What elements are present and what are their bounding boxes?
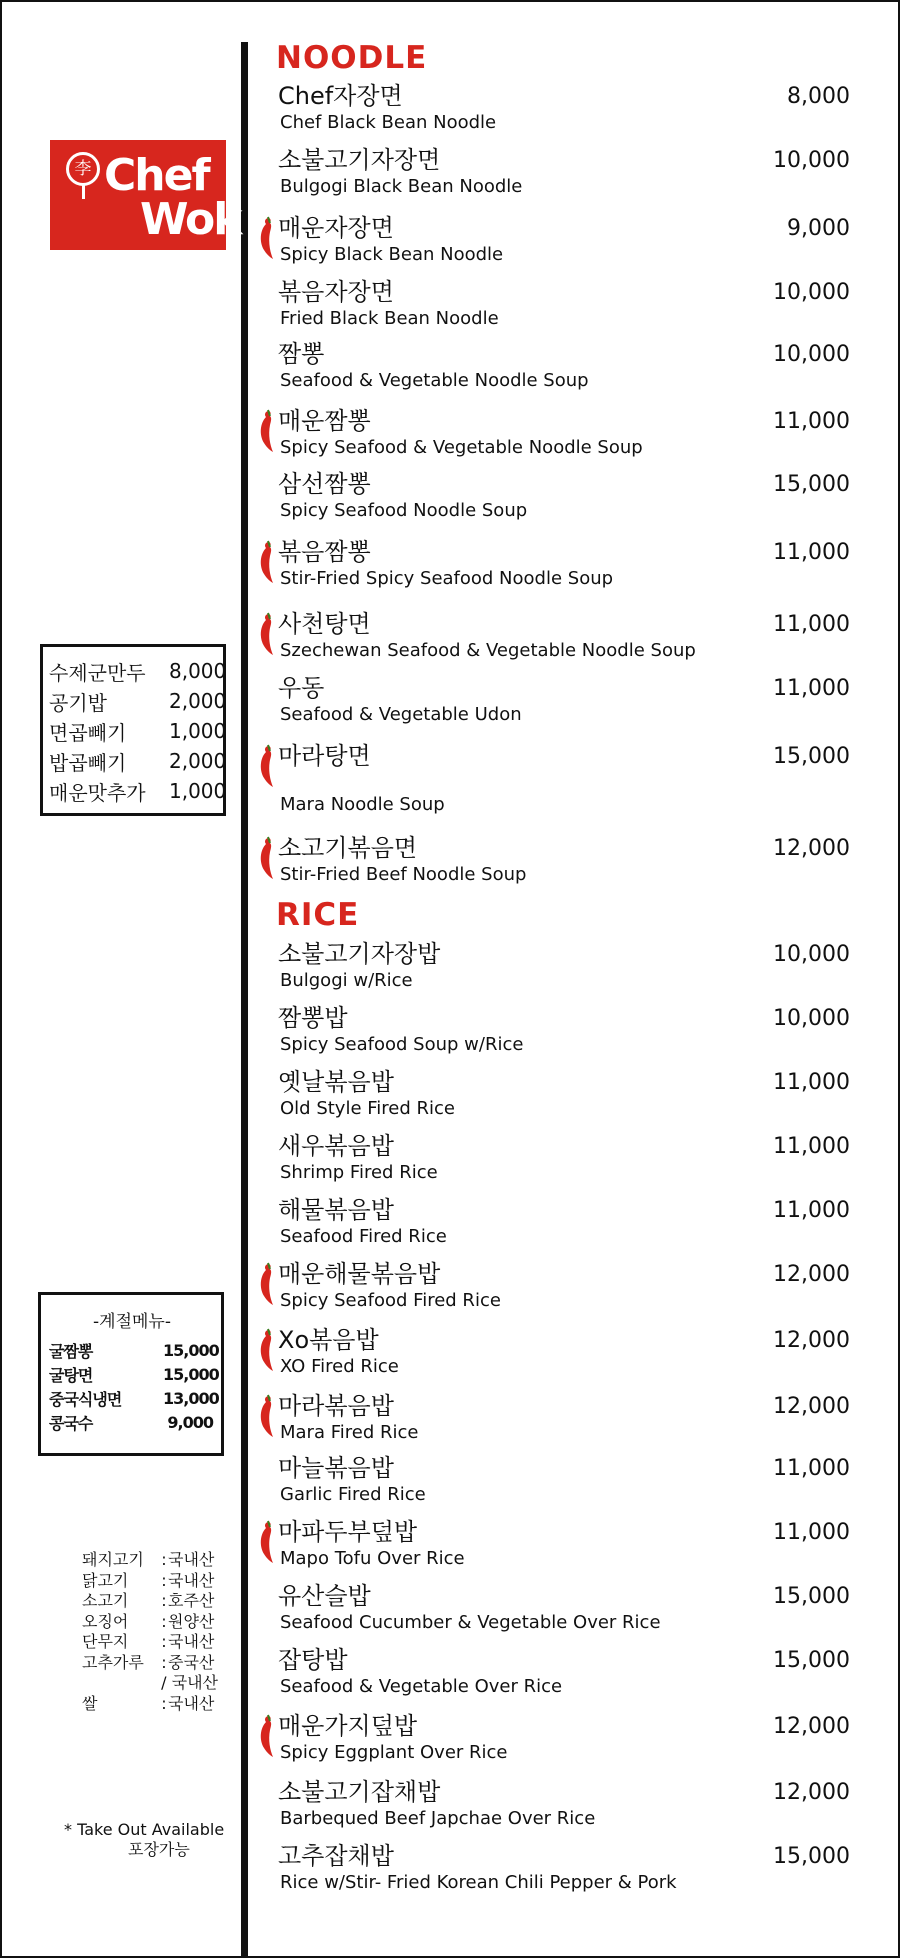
logo-hanja-badge: 李: [66, 152, 100, 186]
origin-country: 국내산: [168, 1632, 215, 1651]
origin-item: 소고기: [82, 1591, 129, 1610]
chili-pepper-icon: [256, 1520, 276, 1564]
seasonal-title: -계절메뉴-: [93, 1312, 171, 1332]
menu-item-name-en: Spicy Seafood Noodle Soup: [280, 500, 528, 521]
menu-item-name-en: Seafood & Vegetable Udon: [280, 704, 522, 725]
menu-item: [248, 610, 860, 672]
menu-item-name-ko: 매운해물볶음밥: [278, 1260, 441, 1288]
menu-item-price: 10,000: [773, 280, 850, 305]
seasonal-row: [49, 1386, 219, 1410]
origin-row: 소고기 : 호주산: [82, 1591, 228, 1612]
extras-name: 매운맛추가: [49, 780, 146, 805]
extras-price: 1,000: [169, 719, 227, 743]
menu-item-name-en: Barbequed Beef Japchae Over Rice: [280, 1808, 596, 1829]
logo-text-line2: Wok: [140, 194, 241, 245]
menu-item-price: 11,000: [773, 409, 850, 434]
origin-country: 원양산: [168, 1611, 215, 1631]
menu-item: [248, 146, 860, 208]
menu-item-name-ko: 짬뽕: [278, 340, 325, 368]
menu-item-name-ko: 소불고기자장면: [278, 146, 441, 174]
menu-item-name-en: Stir-Fried Spicy Seafood Noodle Soup: [280, 568, 614, 589]
origin-row: 단무지 : 국내산: [82, 1632, 228, 1653]
menu-item-name-en: Szechewan Seafood & Vegetable Noodle Soup: [280, 640, 696, 661]
origin-country: 국내산: [168, 1550, 215, 1569]
extras-box: [40, 644, 226, 816]
origin-row: 돼지고기 : 국내산: [82, 1550, 228, 1571]
menu-item: [248, 1842, 860, 1904]
menu-item-price: 12,000: [773, 1328, 850, 1353]
menu-item-name-ko: 매운자장면: [278, 214, 394, 242]
origin-country: 국내산: [168, 1693, 215, 1713]
menu-item-name-ko: 마라볶음밥: [278, 1392, 394, 1420]
menu-item-name-en: Fried Black Bean Noodle: [280, 308, 499, 329]
menu-item-name-en: Spicy Eggplant Over Rice: [280, 1742, 508, 1763]
menu-item-name-ko: 사천탕면: [278, 610, 371, 638]
menu-item-price: 8,000: [787, 84, 850, 109]
origin-row: 오징어 : 원양산: [82, 1612, 228, 1633]
menu-item: [248, 940, 860, 1002]
chili-pepper-icon: [256, 744, 276, 788]
seasonal-row: [49, 1410, 215, 1434]
menu-item: [248, 742, 860, 815]
origin-row: 쌀 : 국내산: [82, 1694, 228, 1715]
origin-item: 돼지고기: [82, 1550, 144, 1569]
seasonal-price: 13,000: [163, 1388, 219, 1408]
seasonal-name: 굴짬뽕: [49, 1341, 93, 1361]
chili-pepper-icon: [256, 540, 276, 584]
menu-item-price: 12,000: [773, 1780, 850, 1805]
menu-item-name-ko: 마늘볶음밥: [278, 1454, 394, 1482]
menu-item-price: 11,000: [773, 676, 850, 701]
extras-name: 밥곱빼기: [49, 750, 127, 775]
menu-item: [248, 340, 860, 402]
menu-item-price: 11,000: [773, 1070, 850, 1095]
menu-item-name-ko: 유산슬밥: [278, 1582, 371, 1610]
origin-row: 고추가루 : 중국산: [82, 1653, 228, 1674]
menu-item: [248, 407, 860, 469]
menu-item-name-en: Spicy Seafood Soup w/Rice: [280, 1034, 524, 1055]
extras-name: 수제군만두: [49, 660, 146, 685]
menu-item-name-ko: 마파두부덮밥: [278, 1518, 418, 1546]
seasonal-row: [49, 1362, 219, 1386]
menu-item-name-en: Mara Noodle Soup: [280, 794, 445, 815]
chef-wok-logo: [50, 140, 241, 250]
menu-item-price: 11,000: [773, 540, 850, 565]
menu-item: [248, 214, 860, 276]
seasonal-menu-box: [38, 1292, 224, 1456]
takeout-note: [64, 1820, 244, 1860]
chili-pepper-icon: [256, 1262, 276, 1306]
menu-item-name-en: Bulgogi w/Rice: [280, 970, 413, 991]
origin-item: 오징어: [82, 1611, 129, 1631]
menu-item-name-ko: 새우볶음밥: [278, 1132, 394, 1160]
takeout-line-ko: 포장가능: [128, 1840, 190, 1859]
menu-item-name-en: Shrimp Fired Rice: [280, 1162, 438, 1183]
menu-item-name-ko: 우동: [278, 674, 325, 702]
seasonal-price: 15,000: [163, 1340, 219, 1360]
menu-item-name-ko: 옛날볶음밥: [278, 1068, 394, 1096]
menu-item: [248, 1068, 860, 1130]
chili-pepper-icon: [256, 836, 276, 880]
menu-item-name-ko: 소불고기자장밥: [278, 940, 441, 968]
menu-item-price: 10,000: [773, 148, 850, 173]
menu-item: [248, 674, 860, 736]
menu-item-price: 11,000: [773, 612, 850, 637]
section-title-rice: RICE: [276, 897, 360, 933]
menu-item-price: 12,000: [773, 836, 850, 861]
menu-item-name-en: Seafood Cucumber & Vegetable Over Rice: [280, 1612, 661, 1633]
menu-item-name-en: Stir-Fried Beef Noodle Soup: [280, 864, 527, 885]
menu-item: [248, 1518, 860, 1580]
chili-pepper-icon: [256, 409, 276, 453]
menu-item-name-ko: Chef자장면: [278, 82, 403, 110]
menu-item-name-en: Seafood Fired Rice: [280, 1226, 447, 1247]
menu-item-name-en: Mapo Tofu Over Rice: [280, 1548, 465, 1569]
seasonal-name: 굴탕면: [49, 1365, 93, 1385]
origin-row: 닭고기 : 국내산: [82, 1571, 228, 1592]
menu-item-name-en: Rice w/Stir- Fried Korean Chili Pepper & Pork: [280, 1872, 677, 1893]
menu-item: [248, 82, 860, 144]
menu-item: [248, 1004, 860, 1066]
menu-item-name-en: Garlic Fired Rice: [280, 1484, 426, 1505]
menu-item: [248, 1392, 860, 1454]
origin-item: 쌀: [82, 1693, 98, 1713]
menu-item-price: 15,000: [773, 1584, 850, 1609]
menu-item: [248, 1196, 860, 1258]
menu-item-name-ko: 고추잡채밥: [278, 1842, 394, 1870]
menu-item-name-en: Bulgogi Black Bean Noodle: [280, 176, 523, 197]
menu-item-price: 12,000: [773, 1714, 850, 1739]
menu-item: [248, 1712, 860, 1774]
extras-name: 면곱빼기: [49, 720, 127, 745]
menu-item-price: 11,000: [773, 1456, 850, 1481]
menu-item: [248, 470, 860, 532]
menu-item-name-en: XO Fired Rice: [280, 1356, 399, 1377]
menu-item: [248, 538, 860, 600]
menu-item-name-en: Old Style Fired Rice: [280, 1098, 455, 1119]
chili-pepper-icon: [256, 612, 276, 656]
menu-item-price: 11,000: [773, 1520, 850, 1545]
menu-item-name-en: Spicy Black Bean Noodle: [280, 244, 504, 265]
origin-country: 중국산: [168, 1652, 215, 1672]
menu-item-name-ko: 짬뽕밥: [278, 1004, 348, 1032]
origin-item: 단무지: [82, 1632, 129, 1651]
extras-name: 공기밥: [49, 690, 107, 715]
extras-row: [49, 716, 227, 746]
menu-item-name-ko: 볶음짬뽕: [278, 538, 371, 566]
menu-item: [248, 1132, 860, 1194]
menu-item-name-en: Chef Black Bean Noodle: [280, 112, 497, 133]
extras-price: 2,000: [169, 689, 227, 713]
menu-item: [248, 1778, 860, 1840]
logo-text-line1: Chef: [104, 150, 209, 201]
center-divider: [241, 42, 248, 1956]
menu-item-name-en: Seafood & Vegetable Noodle Soup: [280, 370, 589, 391]
menu-item-price: 10,000: [773, 342, 850, 367]
menu-item-price: 15,000: [773, 1844, 850, 1869]
seasonal-price: 15,000: [163, 1364, 219, 1384]
origin-country: 국내산: [168, 1570, 215, 1590]
origin-item: 고추가루: [82, 1652, 144, 1672]
menu-item-price: 11,000: [773, 1198, 850, 1223]
extras-price: 2,000: [169, 749, 227, 773]
chili-pepper-icon: [256, 1714, 276, 1758]
menu-item-price: 9,000: [787, 216, 850, 241]
origin-country: 호주산: [168, 1591, 215, 1610]
extras-price: 1,000: [169, 779, 227, 803]
menu-item-name-ko: 매운가지덮밥: [278, 1712, 418, 1740]
takeout-line-en: * Take Out Available: [64, 1820, 225, 1839]
menu-item-price: 15,000: [773, 744, 850, 769]
chili-pepper-icon: [256, 216, 276, 260]
menu-item: [248, 1326, 860, 1388]
seasonal-price: 9,000: [167, 1412, 213, 1432]
menu-item-name-ko: 삼선짬뽕: [278, 470, 371, 498]
menu-item: [248, 834, 860, 896]
menu-item: [248, 1582, 860, 1644]
menu-item: [248, 278, 860, 340]
seasonal-name: 콩국수: [49, 1413, 93, 1433]
chili-pepper-icon: [256, 1394, 276, 1438]
menu-item: [248, 1454, 860, 1516]
chili-pepper-icon: [256, 1328, 276, 1372]
extras-price: 8,000: [169, 659, 227, 683]
origin-list: [82, 1550, 228, 1714]
menu-item-price: 15,000: [773, 472, 850, 497]
menu-item-name-ko: 잡탕밥: [278, 1646, 348, 1674]
menu-item-name-en: Mara Fired Rice: [280, 1422, 419, 1443]
menu-item-name-ko: 마라탕면: [278, 742, 371, 770]
logo-badge-stem: [82, 185, 85, 199]
menu-item: [248, 1260, 860, 1322]
origin-extra-line: / 국내산: [161, 1673, 218, 1692]
seasonal-name: 중국식냉면: [49, 1389, 122, 1409]
menu-item-price: 11,000: [773, 1134, 850, 1159]
origin-item: 닭고기: [82, 1570, 129, 1590]
extras-row: [49, 776, 227, 806]
menu-item-name-ko: 소고기볶음면: [278, 834, 418, 862]
menu-item-price: 12,000: [773, 1262, 850, 1287]
extras-row: [49, 656, 227, 686]
menu-item-name-en: Seafood & Vegetable Over Rice: [280, 1676, 563, 1697]
menu-item-price: 10,000: [773, 1006, 850, 1031]
extras-row: [49, 746, 227, 776]
menu-item-name-en: Spicy Seafood & Vegetable Noodle Soup: [280, 437, 643, 458]
menu-item-name-ko: 해물볶음밥: [278, 1196, 394, 1224]
menu-item: [248, 1646, 860, 1708]
menu-item-price: 15,000: [773, 1648, 850, 1673]
seasonal-row: [49, 1338, 219, 1362]
menu-item-price: 10,000: [773, 942, 850, 967]
extras-row: [49, 686, 227, 716]
menu-item-name-en: Spicy Seafood Fired Rice: [280, 1290, 501, 1311]
menu-item-name-ko: 소불고기잡채밥: [278, 1778, 441, 1806]
menu-item-name-ko: 볶음자장면: [278, 278, 394, 306]
section-title-noodle: NOODLE: [276, 40, 428, 76]
menu-item-price: 12,000: [773, 1394, 850, 1419]
menu-item-name-ko: Xo볶음밥: [278, 1326, 379, 1354]
menu-item-name-ko: 매운짬뽕: [278, 407, 371, 435]
